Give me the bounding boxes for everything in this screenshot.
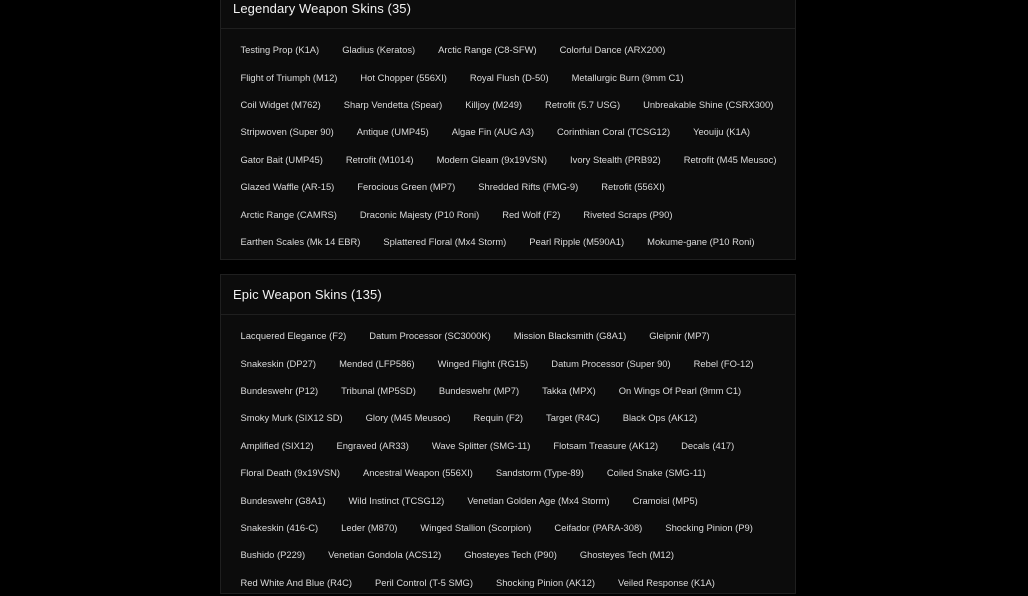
skin-item[interactable]: Draconic Majesty (P10 Roni) [359, 208, 480, 220]
skin-item[interactable]: Red Wolf (F2) [502, 208, 561, 220]
skin-item[interactable]: Target (R4C) [546, 412, 600, 424]
skin-item[interactable]: Shocking Pinion (AK12) [495, 576, 595, 588]
skin-item[interactable]: Flotsam Treasure (AK12) [553, 439, 659, 451]
skin-item[interactable]: Testing Prop (K1A) [240, 44, 320, 56]
skin-item[interactable]: Takka (MPX) [542, 384, 596, 396]
epic-skin-row [229, 459, 787, 486]
epic-skin-row [229, 486, 787, 513]
skin-item[interactable]: Requin (F2) [473, 412, 524, 424]
epic-panel-title: Epic Weapon Skins (135) [233, 287, 382, 302]
epic-skin-row [229, 404, 787, 431]
legendary-panel-title: Legendary Weapon Skins (35) [233, 1, 412, 16]
skin-item[interactable]: Bushido (P229) [240, 549, 306, 561]
skin-item[interactable]: Wave Splitter (SMG-11) [431, 439, 531, 451]
skin-item[interactable]: Sandstorm (Type-89) [495, 467, 584, 479]
epic-skin-row [229, 569, 787, 596]
skin-item[interactable]: Winged Stallion (Scorpion) [420, 521, 532, 533]
epic-panel-header [221, 275, 795, 315]
legendary-skin-row [229, 173, 787, 200]
legendary-skins-panel [220, 0, 796, 260]
skin-item[interactable]: Black Ops (AK12) [622, 412, 698, 424]
legendary-skin-row [229, 63, 787, 90]
skin-item[interactable]: Shocking Pinion (P9) [665, 521, 753, 533]
epic-skins-panel [220, 274, 796, 594]
skin-item[interactable]: Arctic Range (CAMRS) [240, 208, 337, 220]
skin-item[interactable]: On Wings Of Pearl (9mm C1) [618, 384, 742, 396]
skin-item[interactable]: Hot Chopper (556XI) [360, 71, 447, 83]
skin-item[interactable]: Colorful Dance (ARX200) [559, 44, 666, 56]
skin-item[interactable]: Arctic Range (C8-SFW) [438, 44, 537, 56]
skin-item[interactable]: Shredded Rifts (FMG-9) [478, 181, 579, 193]
skin-item[interactable]: Algae Fin (AUG A3) [451, 126, 535, 138]
epic-skin-row [229, 349, 787, 376]
skin-item[interactable]: Floral Death (9x19VSN) [240, 467, 341, 479]
skin-item[interactable]: Retrofit (M1014) [345, 153, 414, 165]
skin-item[interactable]: Snakeskin (416-C) [240, 521, 319, 533]
skin-item[interactable]: Splattered Floral (Mx4 Storm) [383, 235, 507, 247]
epic-skin-row [229, 541, 787, 568]
skin-item[interactable]: Smoky Murk (SIX12 SD) [240, 412, 343, 424]
skin-item[interactable]: Ghosteyes Tech (P90) [464, 549, 557, 561]
skin-item[interactable]: Corinthian Coral (TCSG12) [557, 126, 671, 138]
skin-item[interactable]: Decals (417) [681, 439, 735, 451]
skin-item[interactable]: Ancestral Weapon (556XI) [363, 467, 473, 479]
skin-item[interactable]: Bundeswehr (G8A1) [240, 494, 326, 506]
legendary-panel-header [221, 0, 795, 29]
skin-item[interactable]: Yeouiju (K1A) [693, 126, 751, 138]
skin-item[interactable]: Retrofit (M45 Meusoc) [683, 153, 777, 165]
legendary-skin-row [229, 228, 787, 255]
skin-item[interactable]: Datum Processor (SC3000K) [369, 330, 491, 342]
skin-item[interactable]: Ferocious Green (MP7) [357, 181, 456, 193]
skin-item[interactable]: Gator Bait (UMP45) [240, 153, 323, 165]
skin-item[interactable]: Venetian Gondola (ACS12) [328, 549, 442, 561]
skin-item[interactable]: Glory (M45 Meusoc) [365, 412, 451, 424]
skin-item[interactable]: Mended (LFP586) [339, 357, 415, 369]
skin-item[interactable]: Metallurgic Burn (9mm C1) [571, 71, 684, 83]
legendary-skin-row [229, 91, 787, 118]
skin-item[interactable]: Antique (UMP45) [356, 126, 429, 138]
legendary-skin-list [221, 29, 795, 255]
skin-item[interactable]: Amplified (SIX12) [240, 439, 314, 451]
skin-item[interactable]: Rebel (FO-12) [693, 357, 754, 369]
skin-item[interactable]: Gladius (Keratos) [342, 44, 416, 56]
skin-item[interactable]: Wild Instinct (TCSG12) [348, 494, 445, 506]
skin-item[interactable]: Killjoy (M249) [465, 98, 523, 110]
skin-item[interactable]: Ceifador (PARA-308) [554, 521, 643, 533]
skin-item[interactable]: Datum Processor (Super 90) [551, 357, 671, 369]
skin-item[interactable]: Modern Gleam (9x19VSN) [436, 153, 548, 165]
skin-item[interactable]: Tribunal (MP5SD) [341, 384, 416, 396]
skin-item[interactable]: Engraved (AR33) [336, 439, 409, 451]
legendary-skin-row [229, 118, 787, 145]
skin-item[interactable]: Snakeskin (DP27) [240, 357, 317, 369]
skin-item[interactable]: Sharp Vendetta (Spear) [343, 98, 443, 110]
skin-item[interactable]: Retrofit (556XI) [601, 181, 665, 193]
skin-item[interactable]: Cramoisi (MP5) [632, 494, 698, 506]
legendary-skin-row [229, 36, 787, 63]
skin-item[interactable]: Royal Flush (D-50) [469, 71, 549, 83]
epic-skin-row [229, 432, 787, 459]
skin-item[interactable]: Bundeswehr (P12) [240, 384, 319, 396]
skin-item[interactable]: Peril Control (T-5 SMG) [375, 576, 473, 588]
skin-item[interactable]: Veiled Response (K1A) [617, 576, 715, 588]
skin-item[interactable]: Winged Flight (RG15) [437, 357, 529, 369]
epic-skin-row [229, 377, 787, 404]
legendary-skin-row [229, 200, 787, 227]
epic-skin-row [229, 322, 787, 349]
skin-item[interactable]: Pearl Ripple (M590A1) [529, 235, 625, 247]
skin-item[interactable]: Leder (M870) [341, 521, 398, 533]
skin-item[interactable]: Coil Widget (M762) [240, 98, 321, 110]
skin-item[interactable]: Mokume-gane (P10 Roni) [647, 235, 755, 247]
epic-skin-row [229, 514, 787, 541]
skin-item[interactable]: Ivory Stealth (PRB92) [570, 153, 661, 165]
skin-item[interactable]: Glazed Waffle (AR-15) [240, 181, 335, 193]
skin-item[interactable]: Ghosteyes Tech (M12) [579, 549, 674, 561]
skin-item[interactable]: Gleipnir (MP7) [649, 330, 710, 342]
skin-item[interactable]: Riveted Scraps (P90) [583, 208, 673, 220]
skin-item[interactable]: Earthen Scales (Mk 14 EBR) [240, 235, 361, 247]
skin-item[interactable]: Mission Blacksmith (G8A1) [513, 330, 627, 342]
skin-item[interactable]: Red White And Blue (R4C) [240, 576, 353, 588]
skin-item[interactable]: Lacquered Elegance (F2) [240, 330, 347, 342]
skin-item[interactable]: Stripwoven (Super 90) [240, 126, 334, 138]
skin-item[interactable]: Retrofit (5.7 USG) [545, 98, 621, 110]
skin-item[interactable]: Flight of Triumph (M12) [240, 71, 338, 83]
epic-skin-list [221, 315, 795, 596]
skin-item[interactable]: Venetian Golden Age (Mx4 Storm) [467, 494, 610, 506]
skin-item[interactable]: Bundeswehr (MP7) [438, 384, 520, 396]
legendary-skin-row [229, 146, 787, 173]
skin-item[interactable]: Coiled Snake (SMG-11) [606, 467, 706, 479]
skin-item[interactable]: Unbreakable Shine (CSRX300) [643, 98, 774, 110]
